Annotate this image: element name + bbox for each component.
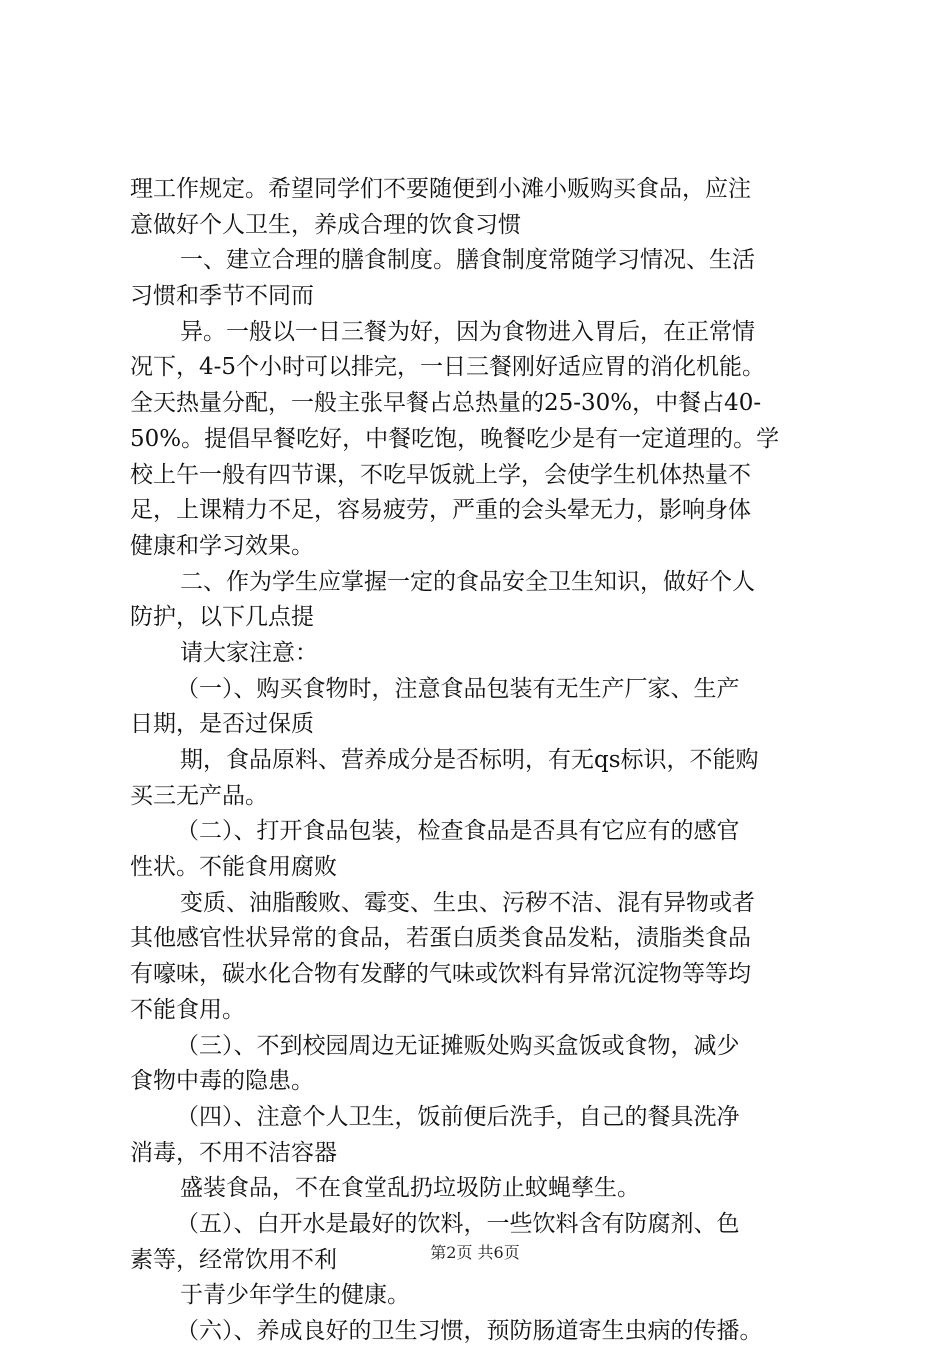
text-line: （六）、养成良好的卫生习惯，预防肠道寄生虫病的传播。 <box>176 1318 763 1344</box>
text-line: 消毒，不用不洁容器 <box>130 1139 337 1166</box>
text-line: 变质、油脂酸败、霉变、生虫、污秽不洁、混有异物或者 <box>180 889 755 916</box>
text-line: 二、作为学生应掌握一定的食品安全卫生知识，做好个人 <box>180 568 755 595</box>
text-line: 一、建立合理的膳食制度。膳食制度常随学习情况、生活 <box>180 247 755 274</box>
text-line: 请大家注意： <box>180 639 318 666</box>
text-line: 50%。提倡早餐吃好，中餐吃饱，晚餐吃少是有一定道理的。学 <box>130 425 780 452</box>
text-line: 健康和学习效果。 <box>130 532 314 559</box>
text-line: （三）、不到校园周边无证摊贩处购买盒饭或食物，减少 <box>176 1032 740 1059</box>
text-line: 防护，以下几点提 <box>130 604 314 631</box>
text-line: 于青少年学生的健康。 <box>180 1282 410 1309</box>
document-body <box>130 172 830 1350</box>
text-line: 况下，4-5个小时可以排完，一日三餐刚好适应胃的消化机能。 <box>130 354 766 381</box>
page-number-footer: 第2页 共6页 <box>430 1243 520 1262</box>
text-line: 买三无产品。 <box>130 782 268 809</box>
text-line: 校上午一般有四节课，不吃早饭就上学，会使学生机体热量不 <box>130 461 751 488</box>
text-line: （一）、购买食物时，注意食品包装有无生产厂家、生产 <box>176 675 740 702</box>
text-line: 理工作规定。希望同学们不要随便到小滩小贩购买食品，应注 <box>130 176 751 202</box>
text-line: （二）、打开食品包装，检查食品是否具有它应有的感官 <box>176 818 740 845</box>
text-line: 素等，经常饮用不利 <box>130 1246 337 1273</box>
text-line: 习惯和季节不同而 <box>130 283 314 310</box>
text-line: （四）、注意个人卫生，饭前便后洗手，自己的餐具洗净 <box>176 1103 740 1130</box>
text-line: 其他感官性状异常的食品，若蛋白质类食品发粘，渍脂类食品 <box>130 925 751 952</box>
text-line: 有嚎味，碳水化合物有发酵的气味或饮料有异常沉淀物等等均 <box>130 961 751 988</box>
text-line: 盛装食品，不在食堂乱扔垃圾防止蚊蝇孳生。 <box>180 1175 640 1202</box>
text-line: 意做好个人卫生，养成合理的饮食习惯 <box>130 211 521 238</box>
text-line: 全天热量分配，一般主张早餐占总热量的25-30%，中餐占40- <box>130 390 762 417</box>
text-line: （五）、白开水是最好的饮料，一些饮料含有防腐剂、色 <box>176 1210 740 1237</box>
text-line: 异。一般以一日三餐为好，因为食物进入胃后，在正常情 <box>180 318 755 345</box>
text-line: 性状。不能食用腐败 <box>130 854 337 881</box>
text-line: 期，食品原料、营养成分是否标明，有无qs标识，不能购 <box>180 747 759 773</box>
text-line: 足，上课精力不足，容易疲劳，严重的会头晕无力，影响身体 <box>130 497 751 524</box>
text-line: 不能食用。 <box>130 996 245 1023</box>
text-line: 日期，是否过保质 <box>130 711 314 738</box>
text-line: 食物中毒的隐患。 <box>130 1068 314 1095</box>
